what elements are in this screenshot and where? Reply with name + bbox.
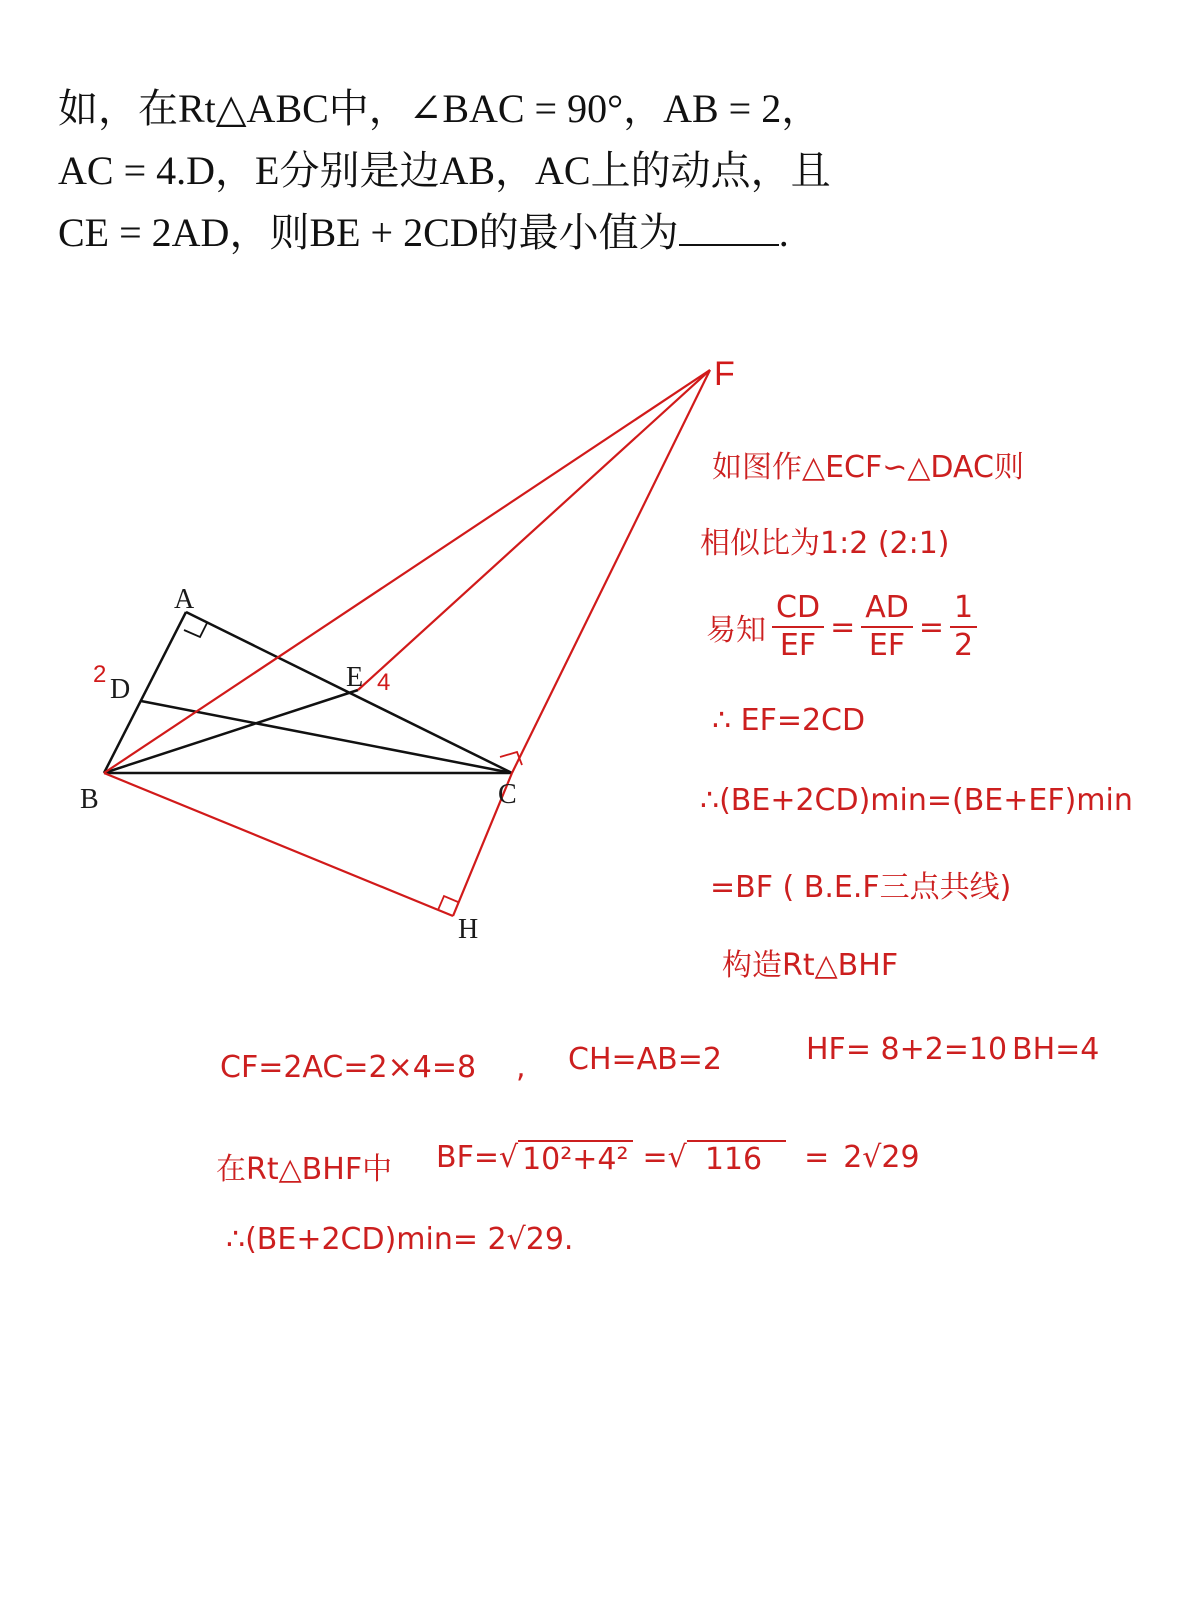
- work-2root29: 2√29: [843, 1140, 920, 1175]
- problem-line-2: AC = 4.D，E分别是边AB，AC上的动点，且: [58, 148, 831, 193]
- segment-bh: [104, 773, 453, 916]
- problem-line-3-text: CE = 2AD，则BE + 2CD的最小值为: [58, 210, 679, 255]
- segment-bf: [104, 370, 710, 773]
- work-bf-sqrt-sign: BF=√: [436, 1140, 519, 1175]
- work-bf-radicand: 10²+4²: [518, 1140, 632, 1177]
- note-construct-triangle: 构造Rt△BHF: [722, 948, 899, 983]
- segment-ef: [358, 370, 710, 690]
- right-angle-a: [184, 623, 207, 637]
- label-b: B: [80, 784, 99, 815]
- label-d: D: [110, 674, 131, 705]
- note-similar-triangles: 如图作△ECF∽△DAC则: [712, 450, 1024, 485]
- label-a: A: [174, 584, 195, 615]
- fraction-one-half-den: 2: [953, 628, 974, 663]
- work-eq-sqrt-sign: =√: [642, 1140, 687, 1175]
- label-e: E: [346, 662, 364, 693]
- fraction-one-half-num: 1: [950, 590, 977, 628]
- note-collinear: =BF ( B.E.F三点共线): [710, 870, 1012, 905]
- fraction-ad-ef-den: EF: [868, 628, 906, 663]
- note-ratio-equation: [706, 590, 983, 664]
- fraction-cd-ef-num: CD: [772, 590, 824, 628]
- equals-1: =: [830, 609, 856, 645]
- equals-2: =: [918, 609, 944, 645]
- label-side-ac: 4: [377, 669, 391, 696]
- construction-lines: [104, 370, 710, 916]
- problem-line-3-period: .: [778, 210, 789, 255]
- work-conclusion: ∴(BE+2CD)min= 2√29.: [226, 1222, 574, 1257]
- label-f: F: [714, 355, 735, 393]
- work-bh: BH=4: [1012, 1032, 1100, 1067]
- work-in-triangle: 在Rt△BHF中: [216, 1152, 393, 1187]
- work-cf: CF=2AC=2×4=8: [220, 1050, 477, 1085]
- fraction-one-half: [950, 590, 977, 664]
- note-similarity-ratio: 相似比为1:2 (2:1): [700, 526, 950, 561]
- fraction-ad-ef-num: AD: [861, 590, 913, 628]
- problem-line-1: 如，在Rt△ABC中，∠BAC = 90°，AB = 2，: [58, 86, 822, 131]
- segment-fc: [512, 370, 710, 773]
- work-116: 116: [687, 1140, 786, 1177]
- work-eq: =: [804, 1140, 830, 1175]
- fraction-cd-ef-den: EF: [779, 628, 817, 663]
- fraction-ad-ef: [861, 590, 913, 664]
- note-easy-know: 易知: [706, 613, 766, 648]
- work-ch: CH=AB=2: [568, 1042, 722, 1077]
- work-bf-calc: [436, 1140, 920, 1177]
- label-c: C: [498, 779, 517, 810]
- fraction-cd-ef: [772, 590, 824, 664]
- label-h: H: [458, 914, 479, 945]
- right-angle-h: [438, 896, 458, 910]
- note-ef-equals-2cd: ∴ EF=2CD: [712, 703, 866, 738]
- label-side-ab: 2: [93, 661, 107, 688]
- work-comma: ,: [516, 1050, 526, 1085]
- work-hf: HF= 8+2=10: [806, 1032, 1008, 1067]
- note-min-transform: ∴(BE+2CD)min=(BE+EF)min: [700, 783, 1133, 818]
- right-angle-c: [500, 752, 522, 765]
